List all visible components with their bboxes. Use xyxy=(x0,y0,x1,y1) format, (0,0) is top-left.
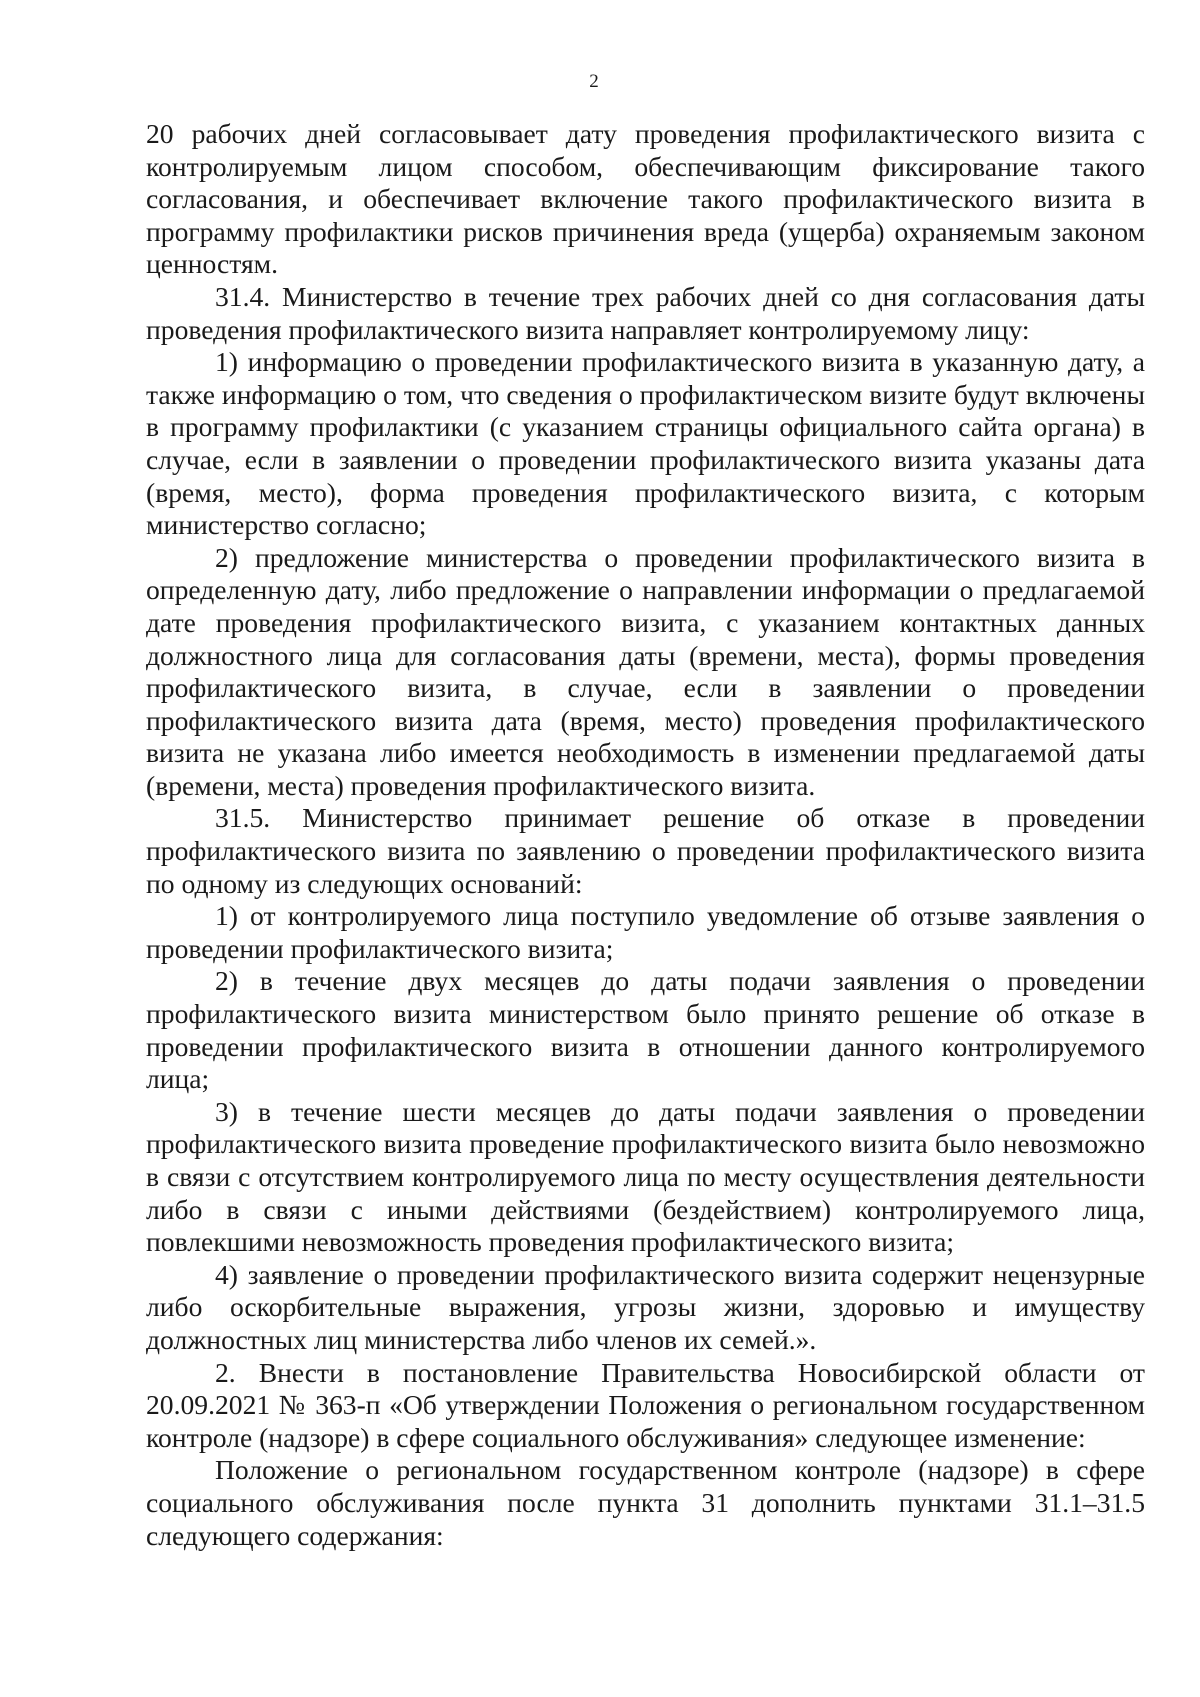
paragraph: 1) от контролируемого лица поступило уведомление об отзыве заявления о проведении профилактического визита; xyxy=(146,900,1145,964)
paragraph: 3) в течение шести месяцев до даты подачи заявления о проведении профилактического визита проведение профилактического визита было невозможно в связи с отсутствием контролируемого лица по месту осуществления деятельности либо в связи с иными действиями (бездействием) контролируемого лица, повлекшими невозможность проведения профилактического визита; xyxy=(146,1095,1145,1258)
paragraph: Положение о региональном государственном контроле (надзоре) в сфере социального обслуживания после пункта 31 дополнить пунктами 31.1–31.5 следующего содержания: xyxy=(146,1454,1145,1551)
page-number: 2 xyxy=(589,71,599,92)
paragraph: 31.5. Министерство принимает решение об отказе в проведении профилактического визита по заявлению о проведении профилактического визита по одному из следующих оснований: xyxy=(146,802,1145,899)
paragraph: 20 рабочих дней согласовывает дату проведения профилактического визита с контролируемым лицом способом, обеспечивающим фиксирование такого согласования, и обеспечивает включение такого профилактического визита в программу профилактики рисков причинения вреда (ущерба) охраняемым законом ценностям. xyxy=(146,118,1145,280)
paragraph: 2. Внести в постановление Правительства Новосибирской области от 20.09.2021 № 363-п «Об утверждении Положения о региональном государственном контроле (надзоре) в сфере социального обслуживания» следующее изменение: xyxy=(146,1356,1145,1453)
paragraph: 1) информацию о проведении профилактического визита в указанную дату, а также информацию о том, что сведения о профилактическом визите будут включены в программу профилактики (с указанием страницы официального сайта органа) в случае, если в заявлении о проведении профилактического визита указаны дата (время, место), форма проведения профилактического визита, с которым министерство согласно; xyxy=(146,346,1145,541)
paragraph: 2) предложение министерства о проведении профилактического визита в определенную дату, либо предложение о направлении информации о предлагаемой дате проведения профилактического визита, с указанием контактных данных должностного лица для согласования даты (времени, места), формы проведения профилактического визита, в случае, если в заявлении о проведении профилактического визита дата (время, место) проведения профилактического визита не указана либо имеется необходимость в изменении предлагаемой даты (времени, места) проведения профилактического визита. xyxy=(146,541,1145,801)
paragraph: 31.4. Министерство в течение трех рабочих дней со дня согласования даты проведения профилактического визита направляет контролируемому лицу: xyxy=(146,280,1145,345)
document-body xyxy=(146,118,1145,1552)
paragraph: 2) в течение двух месяцев до даты подачи заявления о проведении профилактического визита министерством было принято решение об отказе в проведении профилактического визита в отношении данного контролируемого лица; xyxy=(146,965,1145,1095)
paragraph: 4) заявление о проведении профилактического визита содержит нецензурные либо оскорбительные выражения, угрозы жизни, здоровью и имуществу должностных лиц министерства либо членов их семей.». xyxy=(146,1258,1145,1355)
